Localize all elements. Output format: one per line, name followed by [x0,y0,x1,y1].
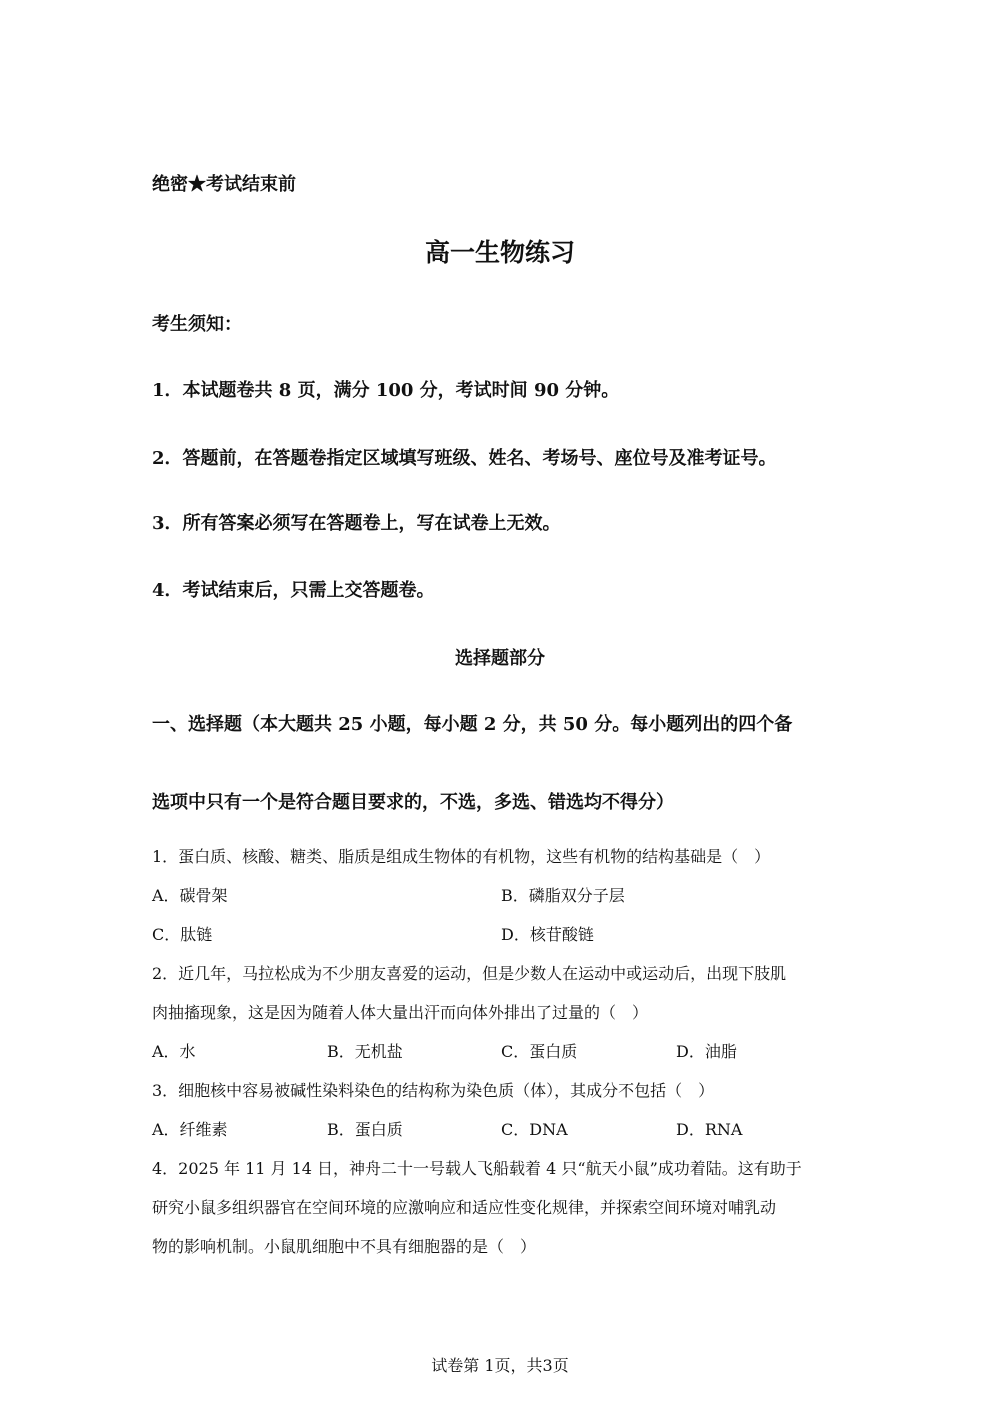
notice-item: 3．所有答案必须写在答题卷上，写在试卷上无效。 [152,513,561,534]
question-4-stem: 4．2025 年 11 月 14 日，神舟二十一号载人飞船载着 4 只“航天小鼠”成功着陆。这有助于 [152,1159,802,1178]
question-2-option-a: A．水 [152,1042,196,1061]
question-4-stem: 物的影响机制。小鼠肌细胞中不具有细胞器的是（ ） [152,1237,537,1256]
question-3-option-a: A．纤维素 [152,1120,228,1139]
question-1-option-c: C．肽链 [152,925,213,944]
question-3-option-b: B．蛋白质 [327,1120,403,1139]
question-2-stem: 肉抽搐现象，这是因为随着人体大量出汗而向体外排出了过量的（ ） [152,1003,649,1022]
question-3-stem: 3．细胞核中容易被碱性染料染色的结构称为染色质（体），其成分不包括（ ） [152,1081,715,1100]
question-1-option-d: D．核苷酸链 [501,925,594,944]
question-4-stem: 研究小鼠多组织器官在空间环境的应激响应和适应性变化规律，并探索空间环境对哺乳动 [152,1198,777,1217]
question-3-option-c: C．DNA [501,1120,568,1139]
notice-heading: 考生须知： [152,314,242,335]
secret-label: 绝密★考试结束前 [152,174,296,195]
question-1-option-a: A．碳骨架 [152,886,228,905]
notice-item: 1．本试题卷共 8 页，满分 100 分，考试时间 90 分钟。 [152,380,620,401]
notice-item: 4．考试结束后，只需上交答题卷。 [152,580,435,601]
part-instructions-line: 一、选择题（本大题共 25 小题，每小题 2 分，共 50 分。每小题列出的四个备 [152,714,793,735]
question-2-option-b: B．无机盐 [327,1042,403,1061]
question-2-option-c: C．蛋白质 [501,1042,578,1061]
page-footer: 试卷第 1页，共3页 [431,1356,569,1375]
page-title: 高一生物练习 [424,238,575,267]
notice-item: 2．答题前，在答题卷指定区域填写班级、姓名、考场号、座位号及准考证号。 [152,448,777,469]
question-2-stem: 2．近几年，马拉松成为不少朋友喜爱的运动，但是少数人在运动中或运动后，出现下肢肌 [152,964,787,983]
question-1-stem: 1．蛋白质、核酸、糖类、脂质是组成生物体的有机物，这些有机物的结构基础是（ ） [152,847,771,866]
question-3-option-d: D．RNA [676,1120,743,1139]
question-2-option-d: D．油脂 [676,1042,737,1061]
part-instructions-line: 选项中只有一个是符合题目要求的，不选，多选、错选均不得分） [152,792,674,813]
section-title: 选择题部分 [455,648,545,669]
question-1-option-b: B．磷脂双分子层 [501,886,625,905]
